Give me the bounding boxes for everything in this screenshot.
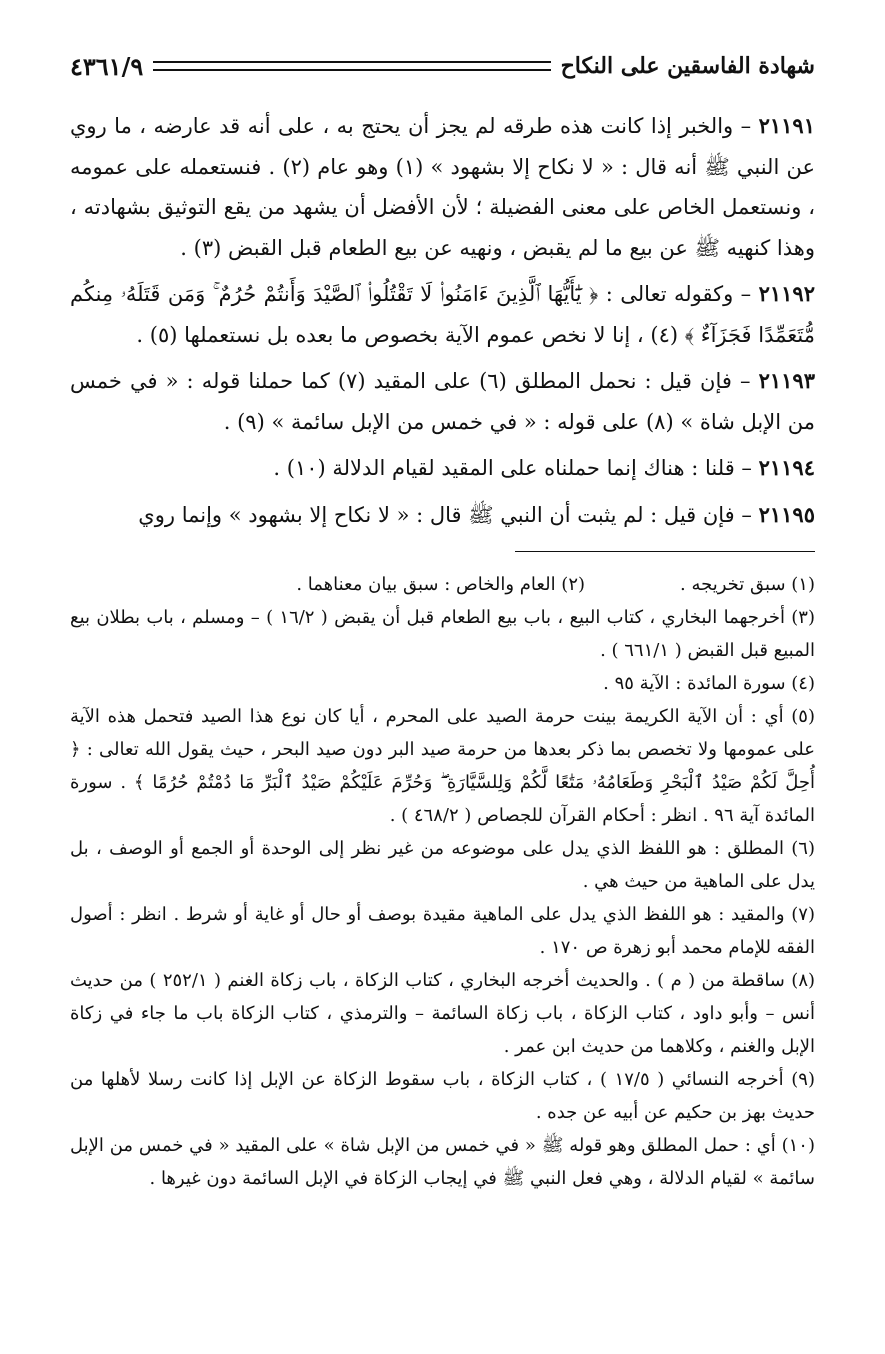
- footnote-9: (٩) أخرجه النسائي ( ١٧/٥ ) ، كتاب الزكاة ، باب سقوط الزكاة عن الإبل إذا كانت رسلا لأهلها من حديث بهز بن حكيم عن أبيه عن جده .: [70, 1069, 815, 1123]
- footnote-2: (٢) العام والخاص : سبق بيان معناهما .: [296, 574, 586, 595]
- paragraph-number: ٢١١٩٣: [758, 368, 815, 393]
- paragraph-21195: [70, 495, 815, 536]
- footnote-6: (٦) المطلق : هو اللفظ الذي يدل على موضوعه من غير نظر إلى الوحدة أو الجمع أو الوصف ، بل يدل على الماهية من حيث هي .: [70, 838, 815, 892]
- footnote-10: (١٠) أي : حمل المطلق وهو قوله ﷺ « في خمس من الإبل شاة » على المقيد « في خمس من الإبل سائمة » لقيام الدلالة ، وهي فعل النبي ﷺ في إيجاب الزكاة في الإبل السائمة دون غيرها .: [70, 1135, 815, 1189]
- footnote-3: (٣) أخرجهما البخاري ، كتاب البيع ، باب بيع الطعام قبل أن يقبض ( ١٦/٢ ) – ومسلم ، باب بطلان بيع المبيع قبل القبض ( ٦٦١/١ ) .: [70, 607, 815, 661]
- footnote-5: (٥) أي : أن الآية الكريمة بينت حرمة الصيد على المحرم ، أيا كان نوع هذا الصيد فتحمل هذه الآية على عمومها ولا تخصص بما ذكر بعدها من حرمة صيد البر دون صيد البحر ، حيث يقول الله تعالى : ﴿ أُحِلَّ لَكُمْ صَيْدُ ٱلْبَحْرِ وَطَعَامُهُۥ مَتَٰعًا لَّكُمْ وَلِلسَّيَّارَةِ ۖ وَحُرِّمَ عَلَيْكُمْ صَيْدُ ٱلْبَرِّ مَا دُمْتُمْ حُرُمًا ﴾ . سورة المائدة آية ٩٦ . انظر : أحكام القرآن للجصاص ( ٤٦٨/٢ ) .: [70, 706, 815, 826]
- footnotes: [70, 568, 815, 1195]
- paragraph-text: – قلنا : هناك إنما حملناه على المقيد لقيام الدلالة (١٠) .: [273, 456, 752, 480]
- paragraph-text: – فإن قيل : لم يثبت أن النبي ﷺ قال : « لا نكاح إلا بشهود » وإنما روي: [138, 502, 752, 527]
- footnote-row: [70, 568, 815, 601]
- running-title: شهادة الفاسقين على النكاح: [560, 53, 815, 79]
- paragraph-text: – فإن قيل : نحمل المطلق (٦) على المقيد (٧) كما حملنا قوله : « في خمس من الإبل شاة » (٨) على قوله : « في خمس من الإبل سائمة » (٩) .: [70, 369, 815, 434]
- paragraph-number: ٢١١٩٤: [758, 455, 815, 480]
- header-rule: [153, 61, 550, 71]
- footnote-4: (٤) سورة المائدة : الآية ٩٥ .: [603, 673, 815, 694]
- footnote-separator: [515, 551, 815, 552]
- page-number: ٤٣٦١/٩: [70, 51, 144, 81]
- paragraph-21194: [70, 448, 815, 489]
- running-header: [70, 44, 815, 88]
- footnote-1: (١) سبق تخريجه .: [680, 574, 815, 595]
- paragraph-number: ٢١١٩٥: [758, 501, 815, 527]
- main-text: [70, 106, 815, 535]
- footnote-8: (٨) ساقطة من ( م ) . والحديث أخرجه البخاري ، كتاب الزكاة ، باب زكاة الغنم ( ٢٥٢/١ ) من حديث أنس – وأبو داود ، كتاب الزكاة ، باب زكاة السائمة – والترمذي ، كتاب الزكاة باب ما جاء في زكاة الإبل والغنم ، وكلاهما من حديث ابن عمر .: [70, 970, 816, 1057]
- paragraph-number: ٢١١٩١: [758, 113, 815, 138]
- paragraph-21193: [70, 361, 815, 442]
- paragraph-21192: [70, 274, 815, 355]
- paragraph-21191: [70, 106, 815, 268]
- paragraph-text: – وكقوله تعالى : ﴿ يَٰٓأَيُّهَا ٱلَّذِينَ ءَامَنُوا۟ لَا تَقْتُلُوا۟ ٱلصَّيْدَ وَأَنتُمْ حُرُمٌ ۚ وَمَن قَتَلَهُۥ مِنكُم مُّتَعَمِّدًا فَجَزَآءٌ ﴾ (٤) ، إنا لا نخص عموم الآية بخصوص ما بعده بل نستعملها (٥) .: [70, 282, 815, 347]
- paragraph-text: – والخبر إذا كانت هذه طرقه لم يجز أن يحتج به ، على أنه قد عارضه ، ما روي عن النبي ﷺ أنه قال : « لا نكاح إلا بشهود » (١) وهو عام (٢) . فنستعمله على عمومه ، ونستعمل الخاص على معنى الفضيلة ؛ لأن الأفضل أن يشهد من يقع التوثيق بشهادته ، وهذا كنهيه ﷺ عن بيع ما لم يقبض ، ونهيه عن بيع الطعام قبل القبض (٣) .: [70, 114, 815, 260]
- book-page: [70, 44, 815, 1324]
- paragraph-number: ٢١١٩٢: [758, 281, 815, 306]
- footnote-7: (٧) والمقيد : هو اللفظ الذي يدل على الماهية مقيدة بوصف أو حال أو غاية أو شرط . انظر : أصول الفقه للإمام محمد أبو زهرة ص ١٧٠ .: [70, 904, 815, 958]
